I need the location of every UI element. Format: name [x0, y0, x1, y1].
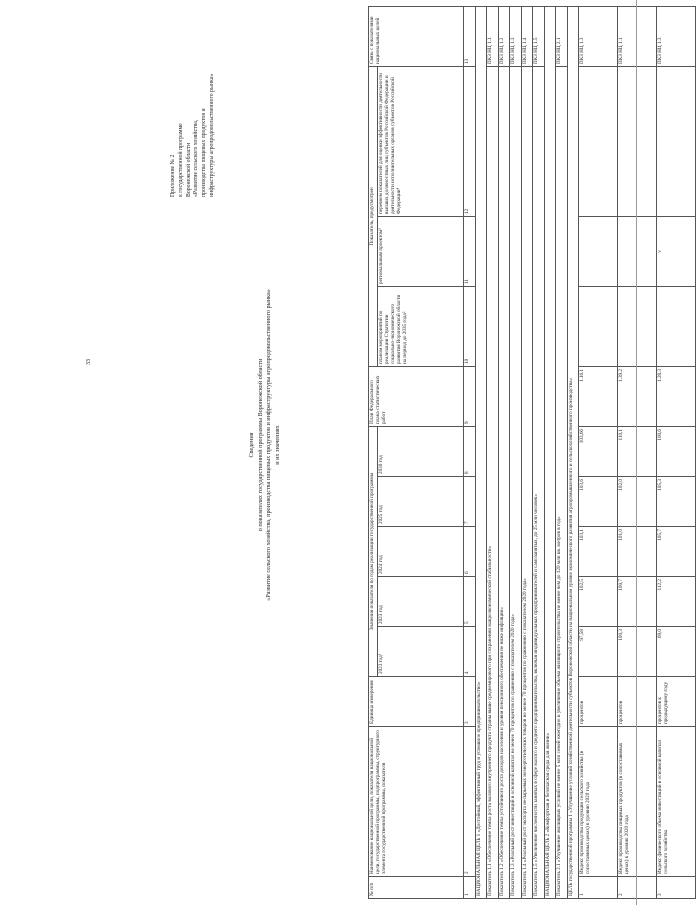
table-row [579, 6, 618, 898]
appendix-line: производства пищевых продуктов и [201, 108, 208, 197]
row-value: 97,58 [579, 627, 618, 677]
column-number: 5 [463, 577, 475, 627]
goal-indicator-text: Показатель 1.5 «Увеличение численности занятых в сфере малого и среднего предпринимательства, включая индивидуальных предпринимателей и самозанятых, до 25 млн человек» [533, 66, 545, 898]
goal-indicator-code: ПКЗ НЦ 2.1 [556, 6, 568, 66]
goal-indicator-row [487, 6, 499, 898]
row-regional-mark [618, 216, 657, 286]
column-number: 9 [463, 366, 475, 426]
national-goal-row [475, 6, 487, 898]
header-unit: Единица измерения [369, 677, 464, 727]
header-name: Наименование национальной цели, показателя национальной цели, государственной программы, подпрограммы, структурного элемента государственной программы, показателя [369, 727, 464, 877]
goal-indicator-text: Показатель 1.1 «Обеспечение темпа роста валового внутреннего продукта страны выше среднемирового при сохранении макроэкономической стабильности» [487, 66, 499, 898]
goal-indicator-code: ПКЗ НЦ 1.2 [498, 6, 510, 66]
title-line: о показателях государственной программы Воронежской области [256, 358, 264, 532]
row-number: 1 [579, 877, 618, 899]
row-value: 103,6 [579, 477, 618, 527]
indicators-table [368, 6, 696, 899]
row-unit: процентов к предыдущему году [657, 677, 696, 727]
table-row [657, 6, 696, 898]
goal-indicator-row [556, 6, 568, 898]
row-value: 100,7 [618, 577, 657, 627]
row-value: 105,7 [657, 527, 696, 577]
header-regional-project: региональным проектом³ [377, 216, 463, 286]
appendix-line: Воронежской области [185, 142, 192, 197]
row-strategy-mark [618, 286, 657, 366]
column-number: 4 [463, 627, 475, 677]
national-goal-2: НАЦИОНАЛЬНАЯ ЦЕЛЬ 2 «Комфортная и безопасная среда для жизни» [544, 6, 556, 898]
goal-indicator-code: ПКЗ НЦ 1.1 [487, 6, 499, 66]
national-goal-1: НАЦИОНАЛЬНАЯ ЦЕЛЬ 1 «Достойный, эффективный труд и успешное предпринимательство» [475, 6, 487, 898]
column-number: 6 [463, 527, 475, 577]
column-number: 7 [463, 477, 475, 527]
header-year: 2023 год¹ [377, 627, 463, 677]
row-value: 112,2 [657, 577, 696, 627]
table-row [618, 6, 657, 898]
program-goal: ЦЕЛЬ государственной программы 1 «Улучшение условий хозяйственной деятельности субъектов Воронежской области на национальном уровне экономического развития агропромышленного и сельскохозяйственного производства» [567, 6, 579, 898]
row-value: 105,3 [657, 477, 696, 527]
row-value: 100,3 [618, 627, 657, 677]
column-number: 1 [463, 877, 475, 899]
header-indicators-group: Показатель, предусмотрен [369, 66, 378, 366]
column-number: 8 [463, 426, 475, 476]
header-year: 2025 год [377, 477, 463, 527]
row-value: 69,0 [657, 627, 696, 677]
row-name: Индекс производства пищевых продуктов (в сопоставимых ценах) к уровню 2020 года [618, 727, 657, 877]
program-goal-row [567, 6, 579, 898]
row-strategy-mark [579, 286, 618, 366]
header-strategy: планом мероприятий по реализации Стратегии социально-экономического развития Воронежской области на период до 2035 года² [377, 286, 463, 366]
header-efficiency-list: перечнем показателей для оценки эффективности деятельности высших должностных лиц субъектов Российской Федерации и деятельности исполнительных органов субъектов Российской Федерации⁴ [377, 66, 463, 216]
row-unit: процентов [618, 677, 657, 727]
goal-indicator-row [533, 6, 545, 898]
row-link: ПКЗ НЦ 1.3 [579, 6, 618, 66]
page-edge-line [636, 0, 637, 905]
row-link: ПКЗ НЦ 1.1 [618, 6, 657, 66]
goal-indicator-text: Показатель 1.4 «Реальный рост экспорта несырьевых неэнергетических товаров не менее 70 процентов по сравнению с показателем 2020 года» [521, 66, 533, 898]
title-line: Сведения [248, 432, 255, 458]
row-plan: 1.16.1 [579, 366, 618, 426]
goal-indicator-text: Показатель 1.2 «Обеспечение темпа устойчивого роста доходов населения и уровня пенсионного обеспечения не ниже инфляции» [498, 66, 510, 898]
header-year: 2024 год [377, 527, 463, 577]
goal-indicator-text: Показатель 2.1 «Улучшение жилищных условий не менее 5 млн семей ежегодно и увеличение объема жилищного строительства не менее чем до 120 млн кв. метров в год» [556, 66, 568, 898]
column-numbers-row [463, 6, 475, 898]
column-number: 11 [463, 216, 475, 286]
header-year: 2030 год [377, 426, 463, 476]
column-number: 3 [463, 677, 475, 727]
row-regional-mark: v [657, 216, 696, 286]
goal-indicator-text: Показатель 1.3 «Реальный рост инвестиций в основной капитал не менее 70 процентов по сравнению с показателем 2020 года» [510, 66, 522, 898]
row-link: ПКЗ НЦ 1.3 [657, 6, 696, 66]
row-number: 3 [657, 877, 696, 899]
column-number: 10 [463, 286, 475, 366]
title-line: и их значениях [274, 425, 282, 465]
row-unit: процентов [579, 677, 618, 727]
goal-indicator-code: ПКЗ НЦ 1.4 [521, 6, 533, 66]
appendix-note [170, 7, 217, 197]
row-value: 102,0 [618, 477, 657, 527]
appendix-line: «Развитие сельского хозяйства, [193, 119, 200, 197]
goal-indicator-row [510, 6, 522, 898]
column-number: 13 [463, 6, 475, 66]
row-value: 102,5 [579, 577, 618, 627]
row-efficiency-mark [657, 66, 696, 216]
row-regional-mark [579, 216, 618, 286]
row-name: Индекс производства продукции сельского хозяйства (в сопоставимых ценах) к уровню 2020 года [579, 727, 618, 877]
header-link: Связь с показателями национальных целей [369, 6, 464, 66]
row-value: 101,0 [618, 527, 657, 577]
appendix-line: к государственной программе [177, 123, 184, 197]
header-values-group: Значения показателя по годам реализации государственной программы [369, 426, 378, 676]
header-plan: План Федерального плана статистических работ [369, 366, 464, 426]
appendix-line: Приложение № 2 [170, 154, 176, 197]
page-number: 33 [86, 359, 92, 365]
row-number: 2 [618, 877, 657, 899]
goal-indicator-code: ПКЗ НЦ 1.3 [510, 6, 522, 66]
goal-indicator-code: ПКЗ НЦ 1.5 [533, 6, 545, 66]
row-plan: 1.39.2 [618, 366, 657, 426]
national-goal-row [544, 6, 556, 898]
column-number: 12 [463, 66, 475, 216]
row-efficiency-mark [618, 66, 657, 216]
row-name: Индекс физического объема инвестиций в основной капитал сельского хозяйства [657, 727, 696, 877]
document-title [248, 225, 283, 665]
appendix-line: инфраструктуры агропродовольственного рынка» [209, 73, 216, 197]
row-value: 103,66 [579, 426, 618, 476]
title-line: «Развитие сельского хозяйства, производства пищевых продуктов и инфраструктуры агропродовольственного рынка» [265, 289, 273, 601]
goal-indicator-row [521, 6, 533, 898]
row-strategy-mark [657, 286, 696, 366]
row-value: 100,6 [657, 426, 696, 476]
row-value: 103,1 [579, 527, 618, 577]
header-year: 2023 год [377, 577, 463, 627]
goal-indicator-row [498, 6, 510, 898]
column-number: 2 [463, 727, 475, 877]
row-plan: 1.28.3 [657, 366, 696, 426]
row-efficiency-mark [579, 66, 618, 216]
row-value: 110,1 [618, 426, 657, 476]
header-row [369, 6, 378, 898]
header-num: № п/п [369, 877, 464, 899]
